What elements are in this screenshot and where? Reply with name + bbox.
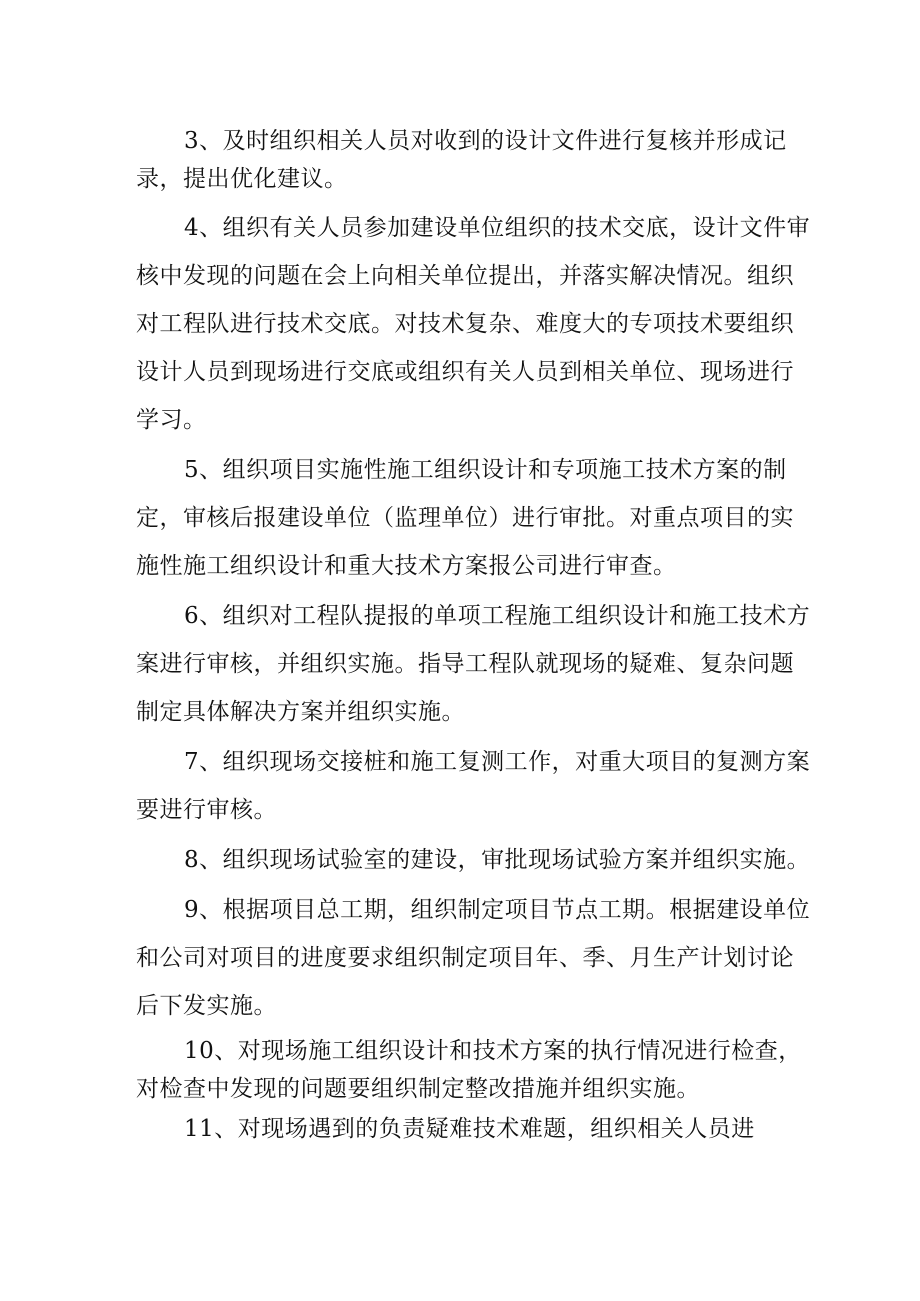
paragraph-item-4: 4、组织有关人员参加建设单位组织的技术交底，设计文件审核中发现的问题在会上向相关单位提出，并落实解决情况。组织对工程队进行技术交底。对技术复杂、难度大的专项技术要组织设计人员到现场进行交底或组织有关人员到相关单位、现场进行学习。 xyxy=(136,215,811,433)
paragraph-item-10: 10、对现场施工组织设计和技术方案的执行情况进行检查，对检查中发现的问题要组织制定整改措施并组织实施。 xyxy=(136,1038,802,1102)
paragraph-item-9: 9、根据项目总工期，组织制定项目节点工期。根据建设单位和公司对项目的进度要求组织制定项目年、季、月生产计划讨论后下发实施。 xyxy=(136,897,811,1019)
paragraph-item-5: 5、组织项目实施性施工组织设计和专项施工技术方案的制定，审核后报建设单位（监理单位）进行审批。对重点项目的实施性施工组织设计和重大技术方案报公司进行审查。 xyxy=(136,457,794,579)
paragraph-item-3: 3、及时组织相关人员对收到的设计文件进行复核并形成记录，提出优化建议。 xyxy=(136,128,787,192)
paragraph-item-8: 8、组织现场试验室的建设，审批现场试验方案并组织实施。 xyxy=(184,847,811,873)
document-body xyxy=(136,122,812,1148)
paragraph-item-11: 11、对现场遇到的负责疑难技术难题，组织相关人员进 xyxy=(184,1116,755,1142)
paragraph-item-7: 7、组织现场交接桩和施工复测工作，对重大项目的复测方案要进行审核。 xyxy=(136,749,811,823)
paragraph-item-6: 6、组织对工程队提报的单项工程施工组织设计和施工技术方案进行审核，并组织实施。指导工程队就现场的疑难、复杂问题制定具体解决方案并组织实施。 xyxy=(136,603,811,725)
